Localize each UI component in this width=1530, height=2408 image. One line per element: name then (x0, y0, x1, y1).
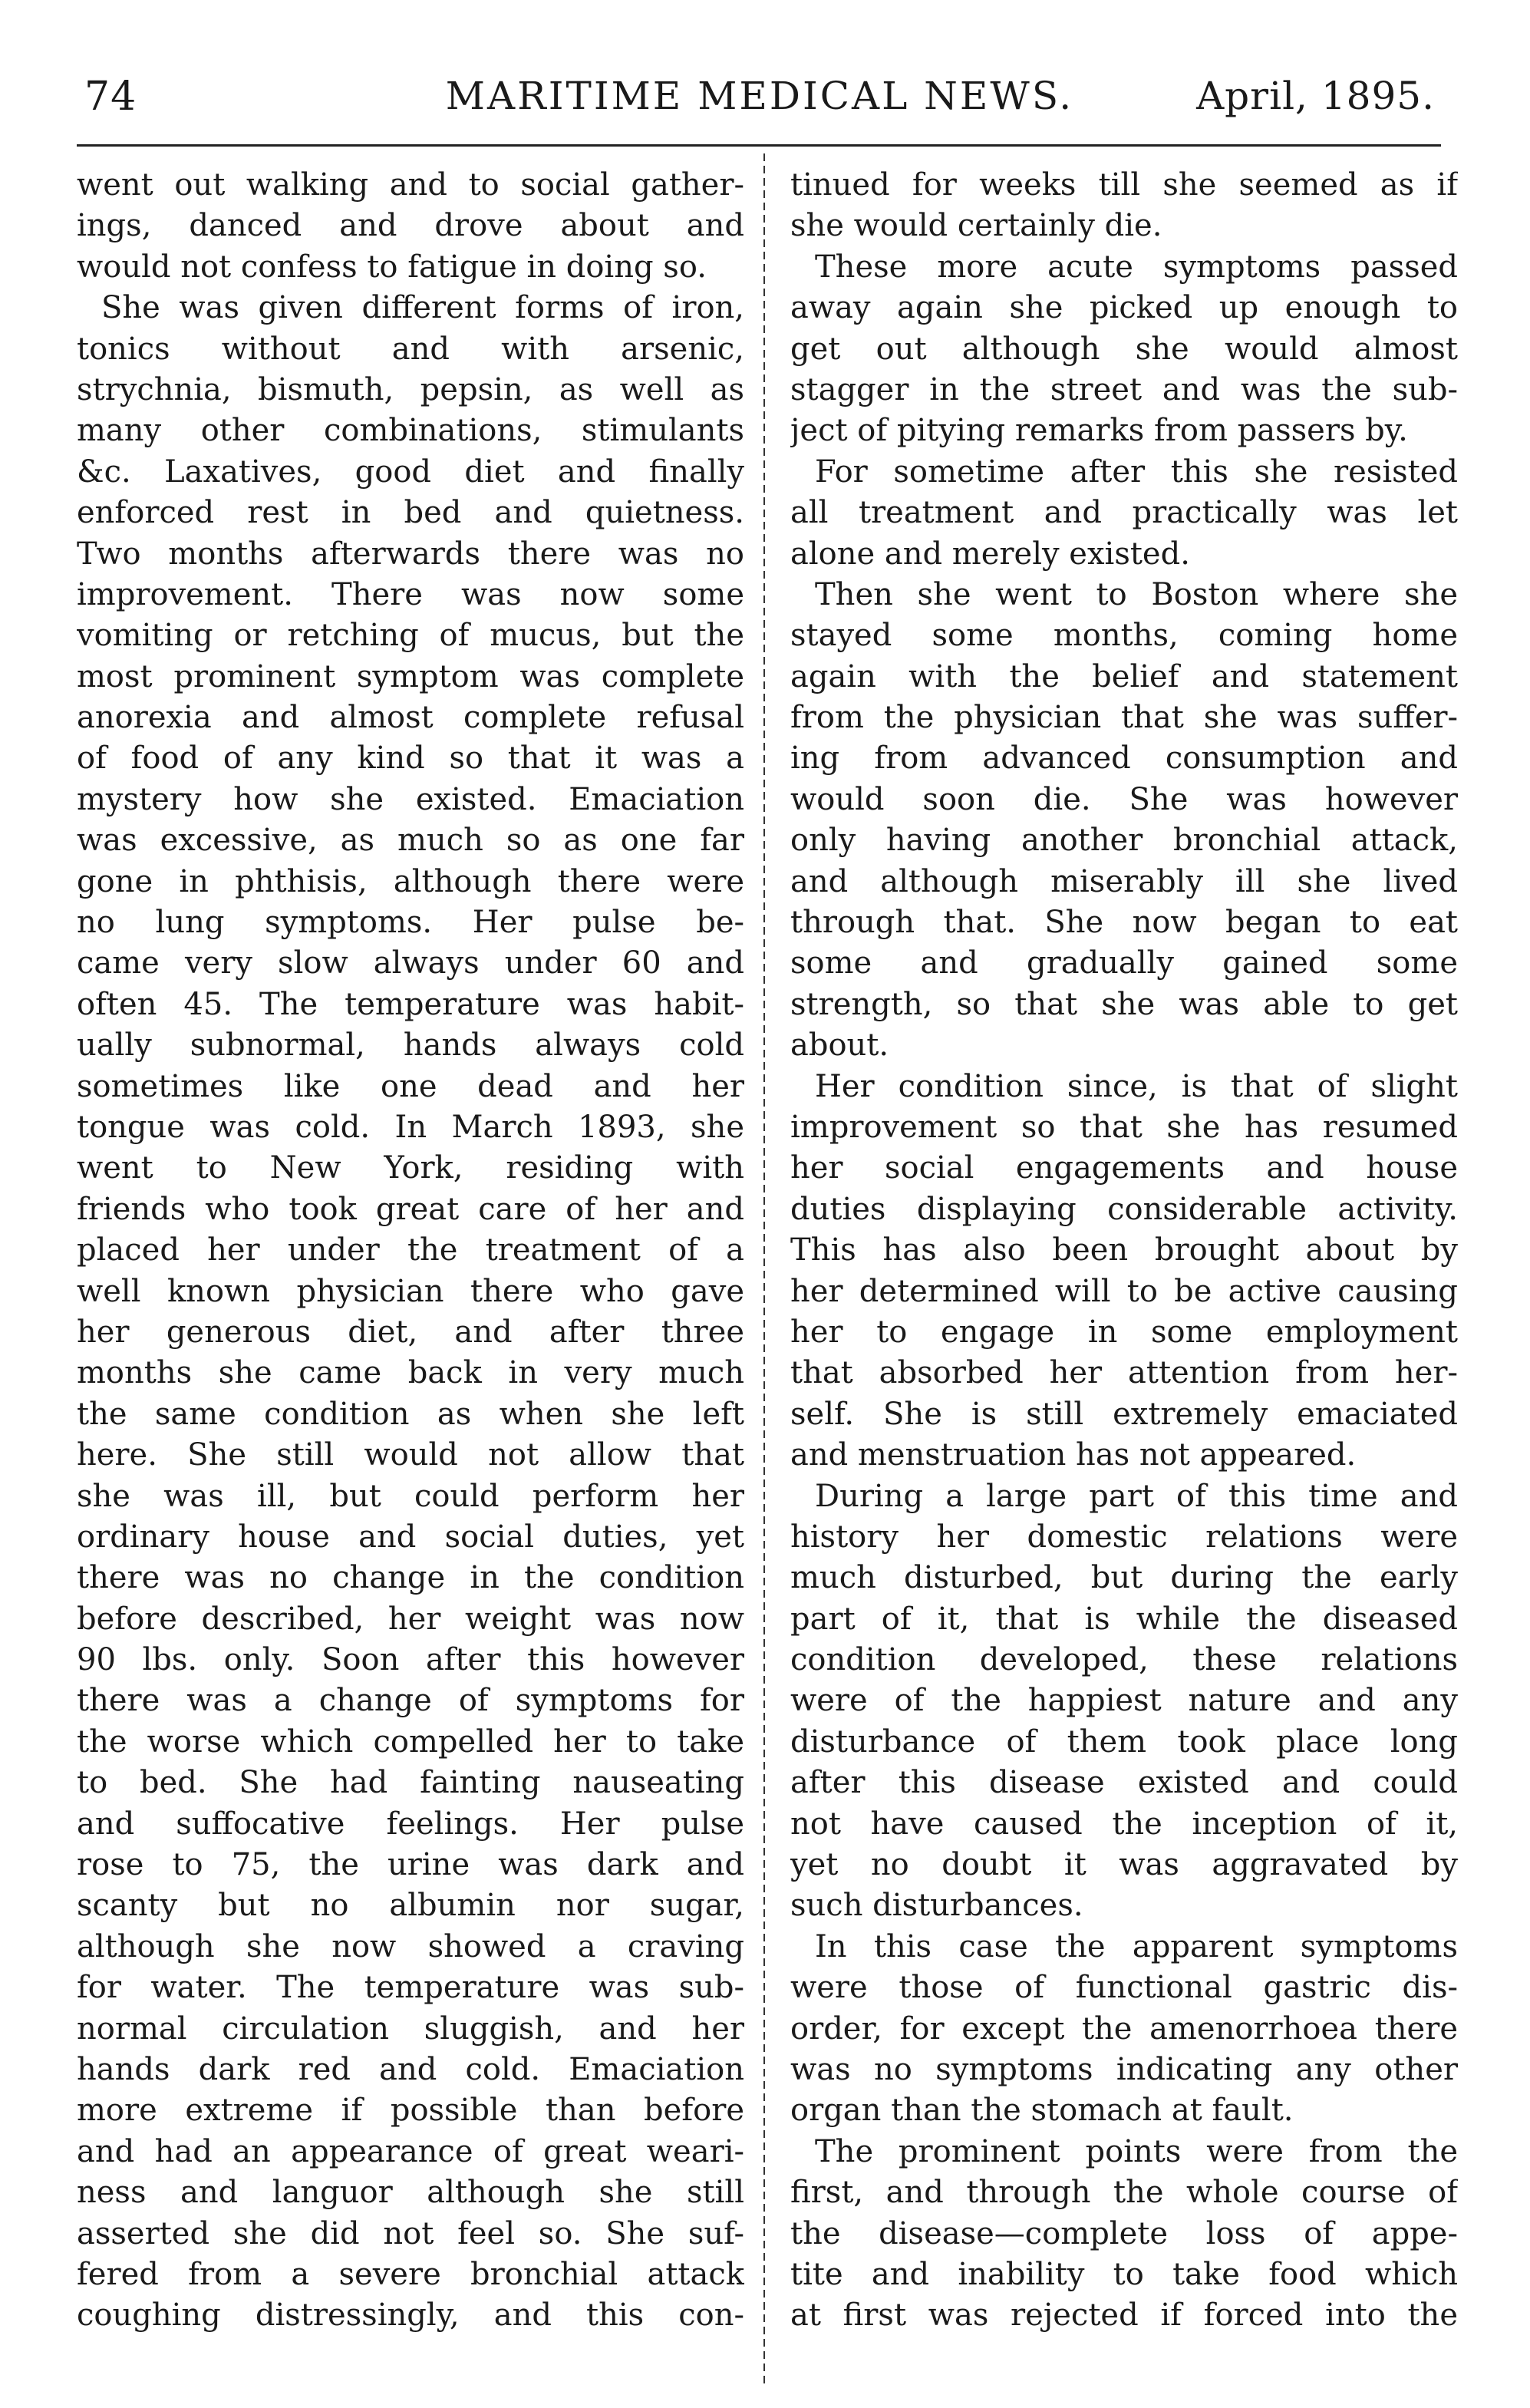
text-line: alone and merely existed. (790, 536, 1190, 572)
text-line: some and gradually gained some (790, 945, 1458, 981)
issue-date: April, 1895. (1196, 74, 1435, 118)
text-line: tonics without and with arsenic, (77, 331, 744, 367)
text-line: such disturbances. (790, 1888, 1083, 1924)
text-line: strength, so that she was able to get (790, 986, 1458, 1022)
text-line: tite and inability to take food which (790, 2256, 1458, 2292)
text-line: Then she went to Boston where she (815, 576, 1458, 612)
text-line: hands dark red and cold. Emaciation (77, 2051, 744, 2087)
text-line: Two months afterwards there was no (77, 536, 744, 572)
text-line: more extreme if possible than before (77, 2093, 744, 2129)
text-line: the worse which compelled her to take (77, 1724, 744, 1760)
text-line: The prominent points were from the (815, 2133, 1458, 2169)
text-line: and suffocative feelings. Her pulse (77, 1806, 744, 1842)
text-line: often 45. The temperature was habit- (77, 986, 744, 1022)
text-line: history her domestic relations were (790, 1519, 1458, 1555)
text-line: ordinary house and social duties, yet (77, 1519, 744, 1555)
text-line: not have caused the inception of it, (790, 1806, 1458, 1842)
text-line: there was no change in the condition (77, 1560, 744, 1596)
text-line: She was given different forms of iron, (101, 290, 744, 326)
text-line: after this disease existed and could (790, 1765, 1458, 1801)
text-line: Her condition since, is that of slight (815, 1068, 1458, 1104)
text-line: of food of any kind so that it was a (77, 741, 744, 777)
text-line: was excessive, as much so as one far (77, 823, 744, 859)
text-line: first, and through the whole course of (790, 2175, 1458, 2211)
text-line: would soon die. She was however (790, 781, 1458, 817)
text-line: although she now showed a craving (77, 1928, 744, 1964)
text-line: scanty but no albumin nor sugar, (77, 1888, 744, 1924)
text-line: stayed some months, coming home (790, 618, 1458, 654)
text-line: During a large part of this time and (815, 1478, 1458, 1514)
text-line: her to engage in some employment (790, 1314, 1458, 1350)
text-line: went to New York, residing with (77, 1150, 744, 1186)
column-divider (763, 153, 765, 2387)
text-line: was no symptoms indicating any other (790, 2051, 1458, 2087)
text-line: mystery how she existed. Emaciation (77, 781, 744, 817)
text-line: about. (790, 1028, 889, 1064)
text-line: much disturbed, but during the early (790, 1560, 1458, 1596)
text-line: vomiting or retching of mucus, but the (77, 618, 744, 654)
text-line: improvement. There was now some (77, 576, 744, 612)
text-line: there was a change of symptoms for (77, 1683, 744, 1719)
text-line: tongue was cold. In March 1893, she (77, 1109, 744, 1145)
text-line: order, for except the amenorrhoea there (790, 2011, 1458, 2047)
text-line: her determined will to be active causing (790, 1273, 1458, 1309)
text-line: coughing distressingly, and this con- (77, 2297, 744, 2334)
text-line: no lung symptoms. Her pulse be- (77, 905, 744, 941)
text-line: and menstruation has not appeared. (790, 1437, 1357, 1473)
page-number: 74 (84, 74, 137, 120)
text-line: from the physician that she was suffer- (790, 700, 1458, 736)
text-line: duties displaying considerable activity. (790, 1191, 1458, 1227)
text-line: through that. She now began to eat (790, 905, 1458, 941)
text-line: normal circulation sluggish, and her (77, 2011, 744, 2047)
text-line: &c. Laxatives, good diet and finally (77, 454, 744, 490)
text-line: yet no doubt it was aggravated by (790, 1847, 1458, 1883)
text-line: months she came back in very much (77, 1355, 744, 1391)
text-line: the disease—complete loss of appe- (790, 2215, 1458, 2251)
text-line: anorexia and almost complete refusal (77, 700, 744, 736)
text-line: for water. The temperature was sub- (77, 1970, 744, 2006)
text-line: ject of pitying remarks from passers by. (790, 413, 1408, 449)
text-line: disturbance of them took place long (790, 1724, 1458, 1760)
text-line: stagger in the street and was the sub- (790, 371, 1458, 407)
right-column (790, 165, 1458, 2337)
text-line: This has also been brought about by (790, 1232, 1458, 1268)
text-line: and had an appearance of great weari- (77, 2133, 744, 2169)
text-line: ings, danced and drove about and (77, 208, 744, 244)
text-line: 90 lbs. only. Soon after this however (77, 1642, 744, 1678)
text-line: here. She still would not allow that (77, 1437, 744, 1473)
text-line: placed her under the treatment of a (77, 1232, 744, 1268)
text-line: friends who took great care of her and (77, 1191, 744, 1227)
text-line: enforced rest in bed and quietness. (77, 495, 744, 531)
text-line: ually subnormal, hands always cold (77, 1028, 744, 1064)
text-line: were those of functional gastric dis- (790, 1970, 1458, 2006)
text-line: again with the belief and statement (790, 658, 1458, 694)
text-line: asserted she did not feel so. She suf- (77, 2215, 744, 2251)
text-line: improvement so that she has resumed (790, 1109, 1458, 1145)
text-line: part of it, that is while the diseased (790, 1601, 1458, 1637)
text-line: condition developed, these relations (790, 1642, 1458, 1678)
text-line: away again she picked up enough to (790, 290, 1458, 326)
text-line: at first was rejected if forced into the (790, 2297, 1458, 2334)
journal-title: MARITIME MEDICAL NEWS. (445, 74, 1074, 118)
text-line: most prominent symptom was complete (77, 658, 744, 694)
text-line: were of the happiest nature and any (790, 1683, 1458, 1719)
text-line: In this case the apparent symptoms (815, 1928, 1458, 1964)
text-line: she would certainly die. (790, 208, 1162, 244)
header-rule (77, 144, 1441, 147)
text-line: went out walking and to social gather- (77, 167, 744, 203)
text-line: tinued for weeks till she seemed as if (790, 167, 1458, 203)
text-line: that absorbed her attention from her- (790, 1355, 1458, 1391)
text-line: rose to 75, the urine was dark and (77, 1847, 744, 1883)
text-line: to bed. She had fainting nauseating (77, 1765, 744, 1801)
text-line: before described, her weight was now (77, 1601, 744, 1637)
text-line: her social engagements and house (790, 1150, 1458, 1186)
text-line: organ than the stomach at fault. (790, 2093, 1294, 2129)
text-line: well known physician there who gave (77, 1273, 744, 1309)
text-line: all treatment and practically was let (790, 495, 1458, 531)
text-line: she was ill, but could perform her (77, 1478, 744, 1514)
text-line: For sometime after this she resisted (815, 454, 1458, 490)
text-line: fered from a severe bronchial attack (77, 2256, 744, 2292)
text-line: These more acute symptoms passed (815, 249, 1458, 285)
text-line: ing from advanced consumption and (790, 741, 1458, 777)
text-line: strychnia, bismuth, pepsin, as well as (77, 371, 744, 407)
text-line: many other combinations, stimulants (77, 413, 744, 449)
text-line: came very slow always under 60 and (77, 945, 744, 981)
text-line: get out although she would almost (790, 331, 1458, 367)
text-line: only having another bronchial attack, (790, 823, 1458, 859)
text-line: would not confess to fatigue in doing so. (77, 249, 707, 285)
text-line: sometimes like one dead and her (77, 1068, 744, 1104)
running-header (69, 68, 1450, 137)
text-line: gone in phthisis, although there were (77, 863, 744, 899)
text-line: the same condition as when she left (77, 1396, 744, 1432)
text-line: ness and languor although she still (77, 2175, 744, 2211)
left-column (77, 165, 744, 2337)
text-line: her generous diet, and after three (77, 1314, 744, 1350)
text-line: and although miserably ill she lived (790, 863, 1458, 899)
text-line: self. She is still extremely emaciated (790, 1396, 1458, 1432)
